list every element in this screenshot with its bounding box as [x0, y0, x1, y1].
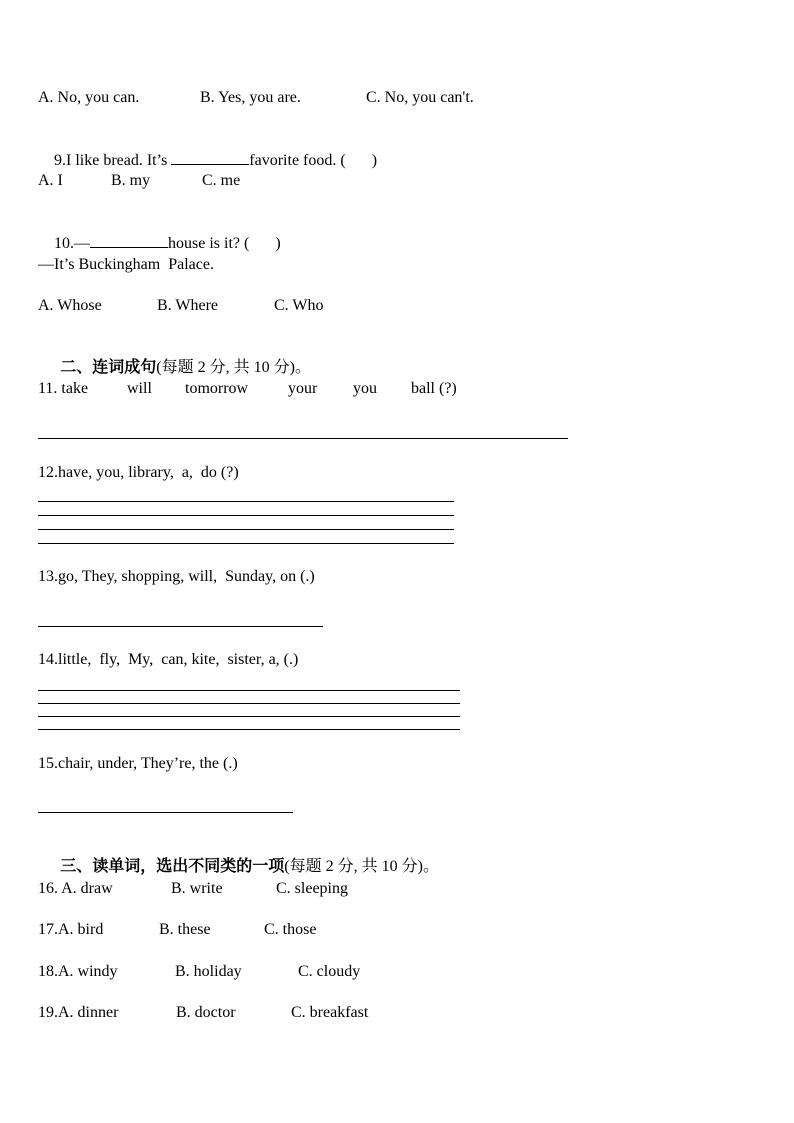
- q18-option-a: 18.A. windy: [38, 963, 118, 980]
- q17-option-c: C. those: [264, 921, 317, 938]
- q8-option-a: A. No, you can.: [38, 89, 140, 106]
- q11-word: 11. take: [38, 380, 89, 397]
- q18-option-b: B. holiday: [175, 963, 242, 980]
- section-2-title: 二、连词成句: [60, 357, 157, 376]
- q10-option-a: A. Whose: [38, 297, 102, 314]
- q12-answer-line[interactable]: [38, 515, 454, 516]
- q19-option-c: C. breakfast: [291, 1004, 369, 1021]
- q9-option-b: B. my: [111, 172, 151, 189]
- q9-option-a: A. I: [38, 172, 63, 189]
- q19-option-b: B. doctor: [176, 1004, 236, 1021]
- q17-option-a: 17.A. bird: [38, 921, 104, 938]
- q11-word: you: [353, 380, 377, 397]
- q15-words: 15.chair, under, They’re, the (.): [38, 755, 238, 772]
- q14-answer-line[interactable]: [38, 729, 460, 730]
- q14-answer-line[interactable]: [38, 690, 460, 691]
- q9-close: ): [371, 152, 378, 169]
- q10-option-b: B. Where: [157, 297, 219, 314]
- q14-answer-line[interactable]: [38, 703, 460, 704]
- q11-word: will: [127, 380, 152, 397]
- section-2-note: (每题 2 分, 共 10 分)。: [156, 359, 311, 376]
- q9-blank[interactable]: [171, 150, 249, 165]
- q18-option-c: C. cloudy: [298, 963, 361, 980]
- q17-option-b: B. these: [159, 921, 211, 938]
- q8-option-b: B. Yes, you are.: [200, 89, 301, 106]
- q11-word: tomorrow: [185, 380, 249, 397]
- q10-suffix: house is it? (: [168, 235, 250, 252]
- q11-word: your: [288, 380, 318, 397]
- q11-answer-line[interactable]: [38, 438, 568, 439]
- q15-answer-line[interactable]: [38, 812, 293, 813]
- q12-answer-line[interactable]: [38, 501, 454, 502]
- q16-option-a: 16. A. draw: [38, 880, 113, 897]
- q16-option-c: C. sleeping: [276, 880, 348, 897]
- q13-answer-line[interactable]: [38, 626, 323, 627]
- q10-blank[interactable]: [90, 233, 168, 248]
- section-3-title: 三、读单词，选出不同类的一项: [60, 856, 285, 875]
- q12-words: 12.have, you, library, a, do (?): [38, 464, 239, 481]
- q10-prefix: 10.—: [54, 235, 90, 252]
- q8-option-c: C. No, you can't.: [366, 89, 474, 106]
- q12-answer-line[interactable]: [38, 529, 454, 530]
- section-3-note: (每题 2 分, 共 10 分)。: [284, 858, 439, 875]
- q11-word: ball (?): [411, 380, 457, 397]
- q10-option-c: C. Who: [274, 297, 324, 314]
- q10-reply: —It’s Buckingham Palace.: [38, 256, 214, 273]
- q12-answer-line[interactable]: [38, 543, 454, 544]
- q10-close: ): [275, 235, 281, 252]
- q9-option-c: C. me: [202, 172, 241, 189]
- q14-words: 14.little, fly, My, can, kite, sister, a, (.): [38, 651, 299, 668]
- q9-suffix: favorite food. (: [249, 152, 346, 169]
- q9-prefix: 9.I like bread. It’s: [54, 152, 172, 169]
- q16-option-b: B. write: [171, 880, 223, 897]
- q14-answer-line[interactable]: [38, 716, 460, 717]
- q13-words: 13.go, They, shopping, will, Sunday, on (.): [38, 568, 315, 585]
- q19-option-a: 19.A. dinner: [38, 1004, 119, 1021]
